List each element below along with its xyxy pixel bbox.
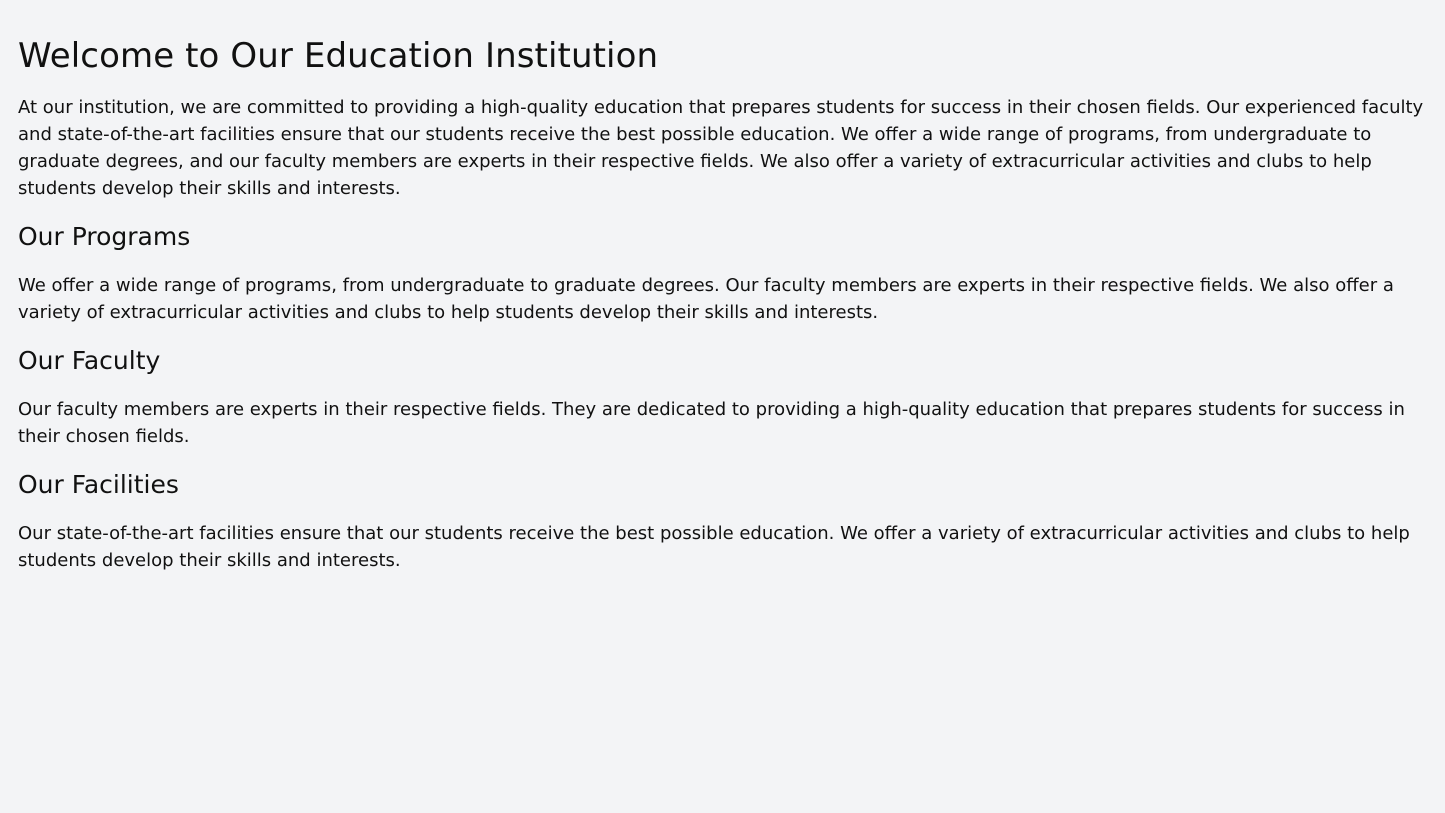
- section-faculty: [18, 346, 1427, 450]
- section-facilities: [18, 470, 1427, 574]
- section-body-programs: We offer a wide range of programs, from undergraduate to graduate degrees. Our faculty members are experts in their respective fields. We also offer a variety of extracurricular activities and clubs to help students develop their skills and interests.: [18, 275, 1394, 323]
- page-title: Welcome to Our Education Institution: [18, 36, 659, 76]
- section-heading-programs: Our Programs: [18, 222, 191, 251]
- section-programs: [18, 222, 1427, 326]
- intro-paragraph: At our institution, we are committed to providing a high-quality education that prepares students for success in their chosen fields. Our experienced faculty and state-of-the-art facilities ensure that our students receive the best possible education. We offer a wide range of programs, from undergraduate to graduate degrees, and our faculty members are experts in their respective fields. We also offer a variety of extracurricular activities and clubs to help students develop their skills and interests.: [18, 97, 1424, 199]
- section-body-faculty: Our faculty members are experts in their respective fields. They are dedicated to providing a high-quality education that prepares students for success in their chosen fields.: [18, 399, 1405, 447]
- section-body-facilities: Our state-of-the-art facilities ensure that our students receive the best possible education. We offer a variety of extracurricular activities and clubs to help students develop their skills and interests.: [18, 523, 1410, 571]
- section-heading-faculty: Our Faculty: [18, 346, 161, 375]
- section-heading-facilities: Our Facilities: [18, 470, 179, 499]
